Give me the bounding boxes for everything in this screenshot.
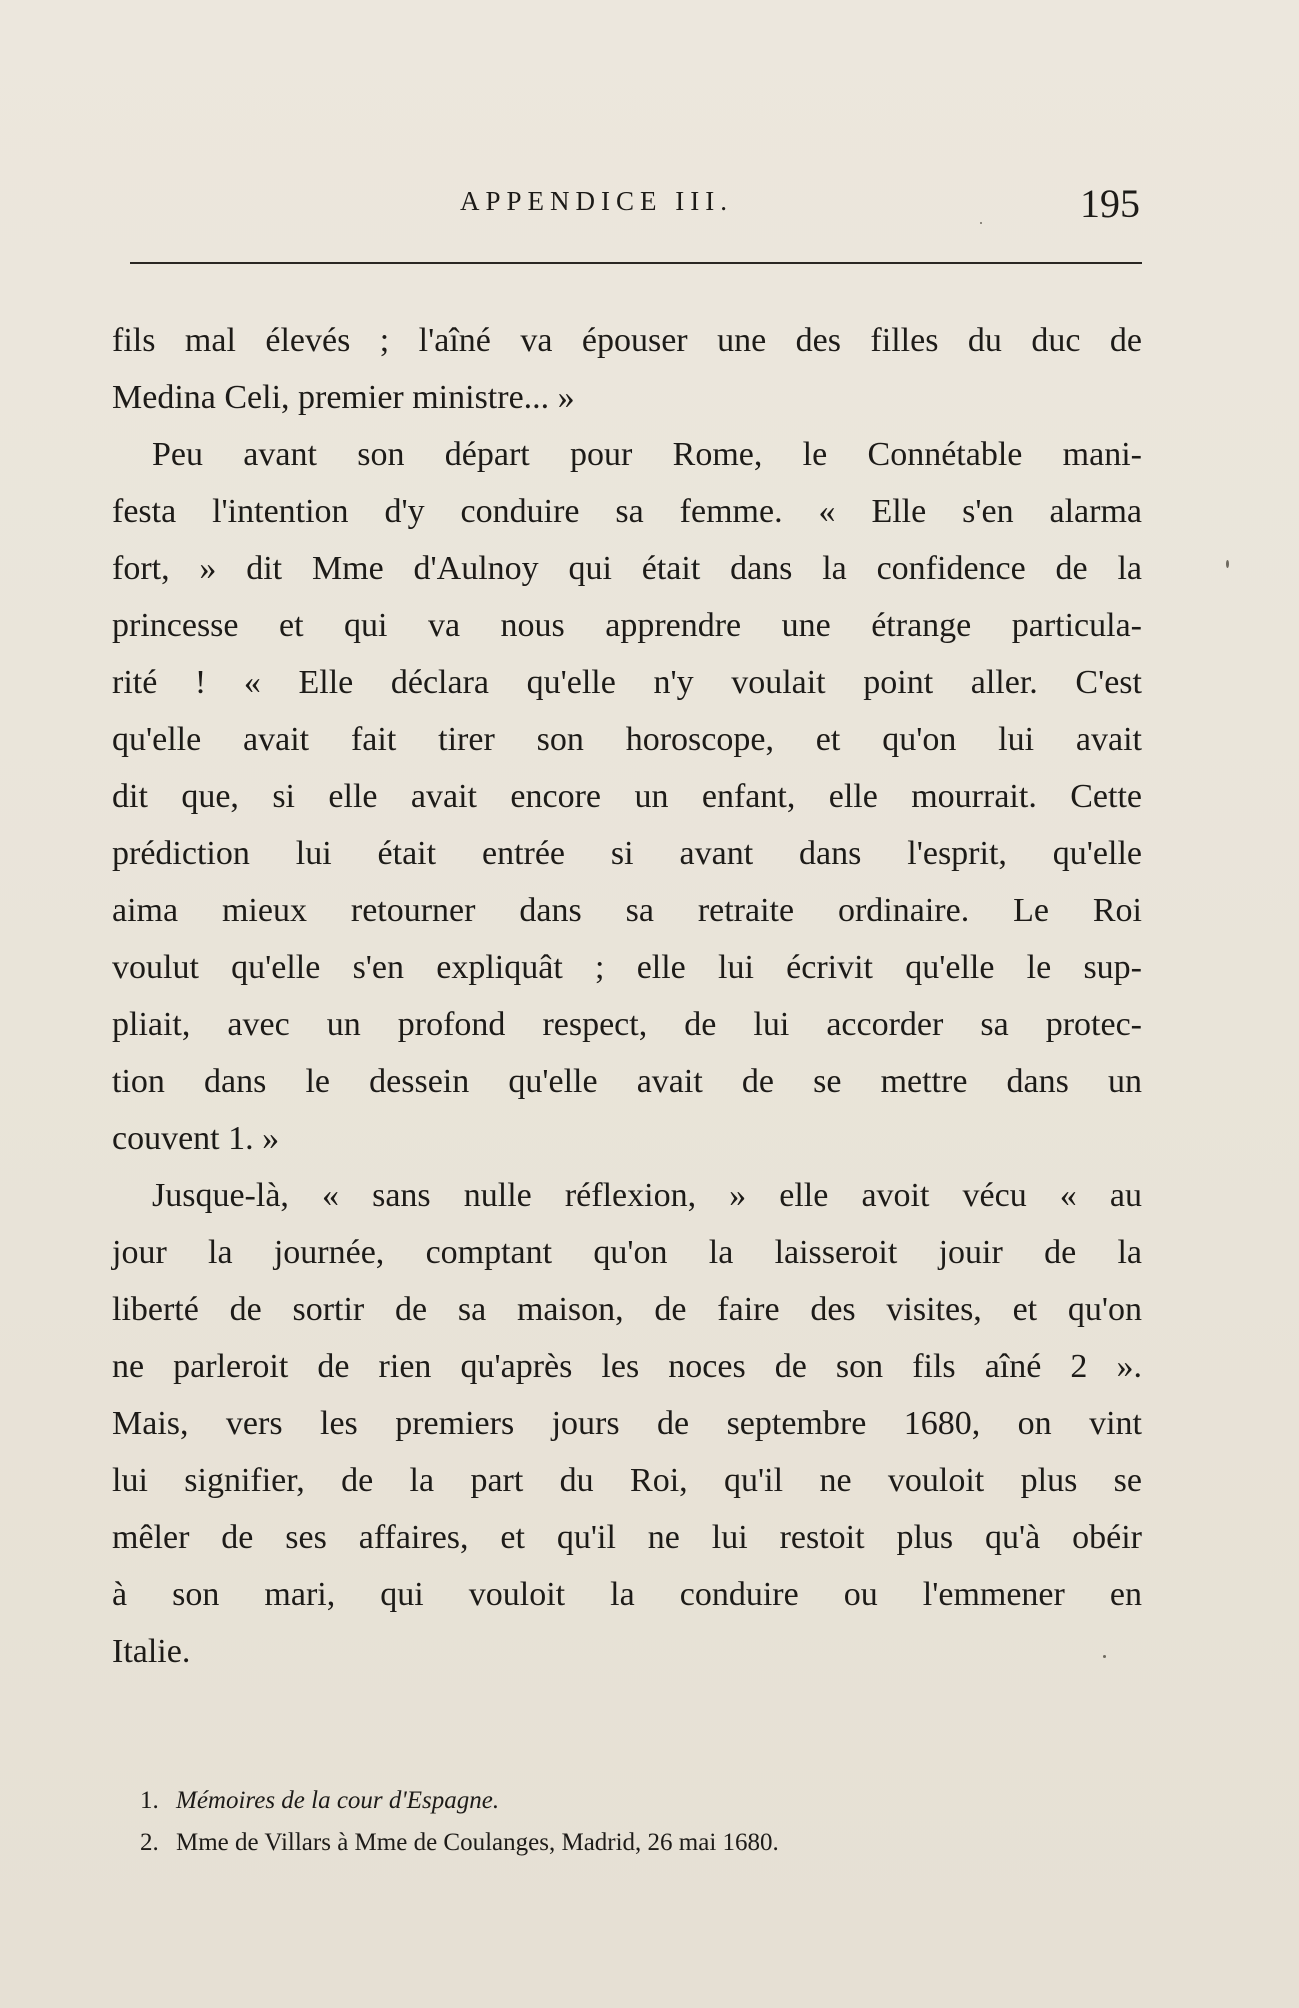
text-line: qu'elle avait fait tirer son horoscope, et qu'on lui avait: [112, 721, 1142, 758]
text-line: rité ! « Elle déclara qu'elle n'y voulait point aller. C'est: [112, 664, 1142, 701]
text-line: Italie.: [112, 1633, 191, 1670]
text-line: princesse et qui va nous apprendre une étrange particula-: [112, 607, 1142, 644]
footnote-number: 1.: [140, 1787, 159, 1814]
paper-speck: [1226, 560, 1229, 568]
text-line: Jusque-là, « sans nulle réflexion, » elle avoit vécu « au: [152, 1177, 1142, 1214]
paper-speck: [1103, 1655, 1106, 1658]
text-line: Medina Celi, premier ministre... »: [112, 379, 575, 416]
text-line: aima mieux retourner dans sa retraite ordinaire. Le Roi: [112, 892, 1142, 929]
text-line: voulut qu'elle s'en expliquât ; elle lui écrivit qu'elle le sup-: [112, 949, 1142, 986]
header-rule: [130, 262, 1142, 264]
text-line: lui signifier, de la part du Roi, qu'il ne vouloit plus se: [112, 1462, 1142, 1499]
text-line: jour la journée, comptant qu'on la laisseroit jouir de la: [112, 1234, 1142, 1271]
body-text: [112, 312, 1142, 1680]
text-line: festa l'intention d'y conduire sa femme. « Elle s'en alarma: [112, 493, 1142, 530]
text-line: dit que, si elle avait encore un enfant, elle mourrait. Cette: [112, 778, 1142, 815]
footnote-number: 2.: [140, 1829, 159, 1856]
footnote-text: Mme de Villars à Mme de Coulanges, Madrid, 26 mai 1680.: [176, 1829, 779, 1856]
paper-speck: [980, 222, 982, 224]
text-line: pliait, avec un profond respect, de lui accorder sa protec-: [112, 1006, 1142, 1043]
footnote: [140, 1822, 1020, 1864]
text-line: ne parleroit de rien qu'après les noces de son fils aîné 2 ».: [112, 1348, 1142, 1385]
text-line: mêler de ses affaires, et qu'il ne lui restoit plus qu'à obéir: [112, 1519, 1142, 1556]
footnotes: [140, 1780, 1020, 1864]
page-number: 195: [1080, 181, 1140, 226]
text-line: prédiction lui était entrée si avant dans l'esprit, qu'elle: [112, 835, 1142, 872]
footnote-text: Mémoires de la cour d'Espagne.: [176, 1787, 500, 1814]
text-line: liberté de sortir de sa maison, de faire des visites, et qu'on: [112, 1291, 1142, 1328]
running-title: APPENDICE III.: [460, 186, 733, 216]
text-line: Peu avant son départ pour Rome, le Connétable mani-: [152, 436, 1142, 473]
text-line: tion dans le dessein qu'elle avait de se mettre dans un: [112, 1063, 1142, 1100]
text-line: à son mari, qui vouloit la conduire ou l'emmener en: [112, 1576, 1142, 1613]
page-header: [130, 180, 1140, 240]
text-line: fils mal élevés ; l'aîné va épouser une des filles du duc de: [112, 322, 1142, 359]
footnote: [140, 1780, 1020, 1822]
text-line: fort, » dit Mme d'Aulnoy qui était dans la confidence de la: [112, 550, 1142, 587]
text-line: couvent 1. »: [112, 1120, 280, 1157]
text-line: Mais, vers les premiers jours de septembre 1680, on vint: [112, 1405, 1142, 1442]
